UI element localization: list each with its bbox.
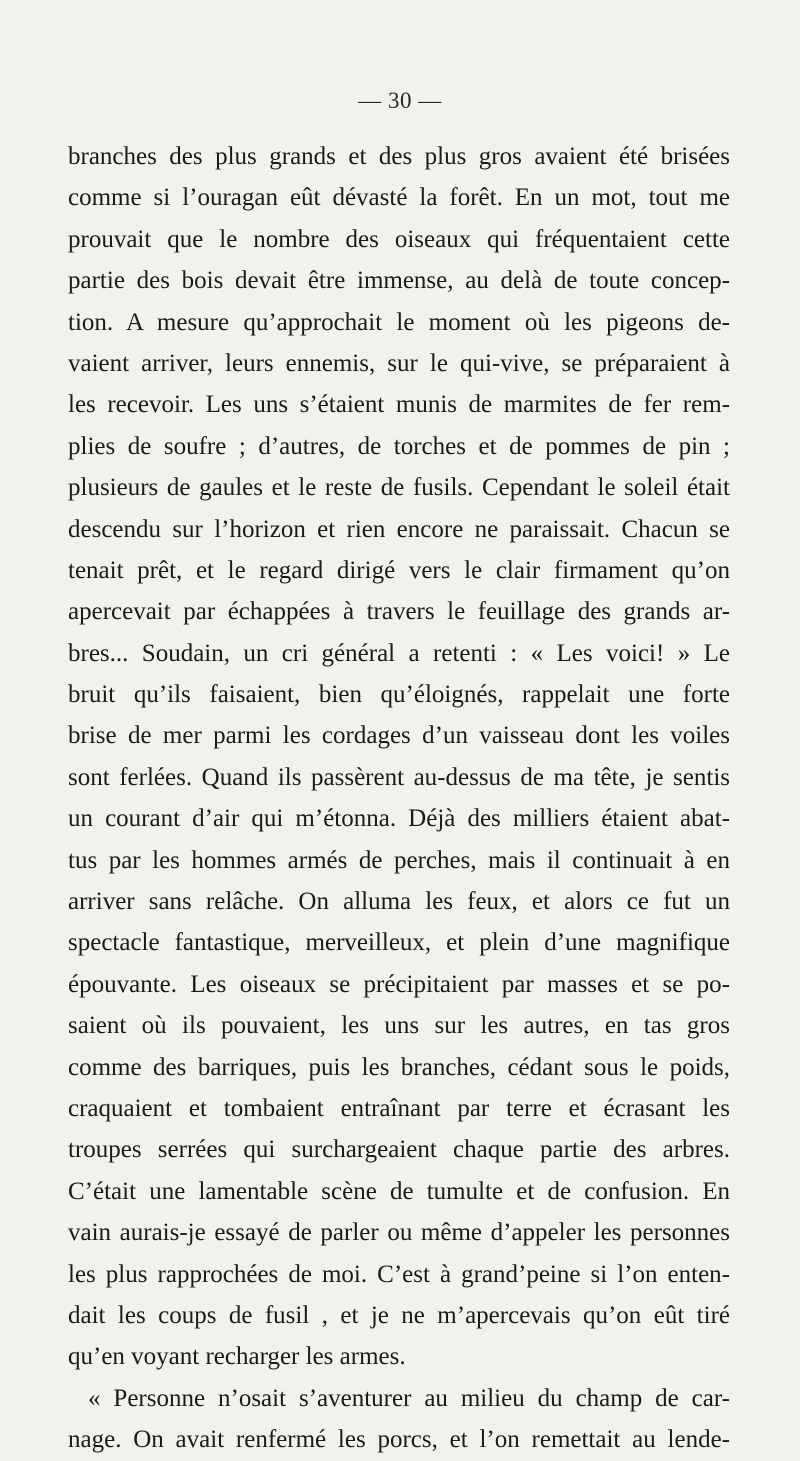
text-line: bruit qu’ils faisaient, bien qu’éloignés, rappelait une forte xyxy=(68,681,730,709)
text-line: troupes serrées qui surchargeaient chaque partie des arbres. xyxy=(68,1136,730,1164)
text-line: tenait prêt, et le regard dirigé vers le clair firmament qu’on xyxy=(68,556,730,584)
text-line: sont ferlées. Quand ils passèrent au-dessus de ma tête, je sentis xyxy=(68,763,730,791)
text-line: tus par les hommes armés de perches, mais il continuait à en xyxy=(68,846,730,874)
text-line: nage. On avait renfermé les porcs, et l’on remettait au lende- xyxy=(68,1426,730,1454)
text-line: plusieurs de gaules et le reste de fusils. Cependant le soleil était xyxy=(68,474,730,502)
text-line: « Personne n’osait s’aventurer au milieu du champ de car- xyxy=(88,1384,730,1412)
text-line: comme si l’ouragan eût dévasté la forêt. En un mot, tout me xyxy=(68,184,730,212)
body-text xyxy=(68,136,730,1461)
text-line: C’était une lamentable scène de tumulte et de confusion. En xyxy=(68,1177,730,1205)
text-line: comme des barriques, puis les branches, cédant sous le poids, xyxy=(68,1053,730,1081)
text-line: les recevoir. Les uns s’étaient munis de marmites de fer rem- xyxy=(68,391,730,419)
text-line: apercevait par échappées à travers le feuillage des grands ar- xyxy=(68,598,730,626)
text-line: descendu sur l’horizon et rien encore ne paraissait. Chacun se xyxy=(68,515,730,543)
text-line: brise de mer parmi les cordages d’un vaisseau dont les voiles xyxy=(68,722,730,750)
text-line: les plus rapprochées de moi. C’est à grand’peine si l’on enten- xyxy=(68,1260,730,1288)
page-number: — 30 — xyxy=(358,88,442,113)
text-line: prouvait que le nombre des oiseaux qui fréquentaient cette xyxy=(68,225,730,253)
text-line: arriver sans relâche. On alluma les feux, et alors ce fut un xyxy=(68,888,730,916)
text-line: épouvante. Les oiseaux se précipitaient par masses et se po- xyxy=(68,970,730,998)
text-line: bres... Soudain, un cri général a retenti : « Les voici! » Le xyxy=(68,639,730,667)
text-line: tion. A mesure qu’approchait le moment où les pigeons de- xyxy=(68,308,730,336)
text-line: spectacle fantastique, merveilleux, et plein d’une magnifique xyxy=(68,929,730,957)
text-line: saient où ils pouvaient, les uns sur les autres, en tas gros xyxy=(68,1012,730,1040)
text-line: vain aurais-je essayé de parler ou même d’appeler les personnes xyxy=(68,1219,730,1247)
text-line: branches des plus grands et des plus gros avaient été brisées xyxy=(68,143,730,170)
text-line: qu’en voyant recharger les armes. xyxy=(68,1343,406,1371)
text-line: craquaient et tombaient entraînant par terre et écrasant les xyxy=(68,1094,730,1122)
text-line: dait les coups de fusil , et je ne m’apercevais qu’on eût tiré xyxy=(68,1301,730,1329)
text-line: vaient arriver, leurs ennemis, sur le qui-vive, se préparaient à xyxy=(68,349,730,377)
text-line: un courant d’air qui m’étonna. Déjà des milliers étaient abat- xyxy=(68,805,730,833)
text-line: plies de soufre ; d’autres, de torches et de pommes de pin ; xyxy=(68,432,730,460)
text-line: partie des bois devait être immense, au delà de toute concep- xyxy=(68,267,730,295)
